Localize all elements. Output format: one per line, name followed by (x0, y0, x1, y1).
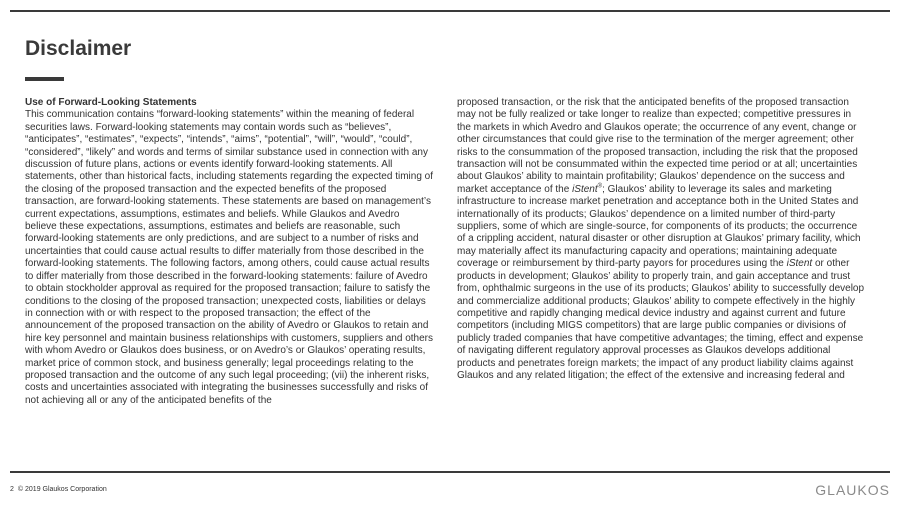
right-text-part-3: or other products in development; Glaukos’ ability to properly train, and gain acceptance and trust from, ophthalmic surgeons in the use of its products; Glaukos’ ability to successfully develop and commercialize additional products; Glaukos’ ability to compete effectively in the highly competitive and rapidly changing medical device industry and against current and future competitors (including MIGS competitors) that are large public companies or divisions of publicly traded companies that have competitive advantages; the timing, effect and expense of navigating different regulatory approval processes as Glaukos develops additional products and penetrates foreign markets; the impact of any product liability claims against Glaukos and any related litigation; the effect of the extensive and increasing federal and (457, 258, 865, 381)
top-divider (10, 10, 890, 12)
left-column (25, 97, 433, 407)
title-underline (25, 77, 64, 81)
istent-brand-2: iStent (786, 258, 813, 270)
section-heading: Use of Forward-Looking Statements (25, 97, 197, 108)
right-column-text (457, 97, 867, 382)
right-column (457, 97, 867, 382)
registered-mark: ® (597, 183, 603, 190)
right-text-part-2: ; Glaukos’ ability to leverage its sales and marketing infrastructure to increase market penetration and acceptance both in the United States and internationally of its products; Glaukos’ dependence on a limited number of third-party suppliers, some of which are single-source, for components of its products; the occurrence of a crippling accident, natural disaster or other disruption at Glaukos’ primary facility, which may materially affect its manufacturing capacity and operations; maintaining adequate coverage or reimbursement by third-party payors for procedures using the (457, 183, 861, 270)
copyright: © 2019 Glaukos Corporation (17, 486, 107, 493)
bottom-divider (10, 471, 890, 473)
glaukos-logo: GLAUKOS (815, 482, 890, 498)
right-text-part-1: proposed transaction, or the risk that the anticipated benefits of the proposed transaction may not be fully realized or take longer to realize than expected; competitive pressures in the markets in which Avedro and Glaukos operate; the occurrence of any event, change or other circumstances that could give rise to the termination of the merger agreement; other risks to the consummation of the proposed transaction, including the risk that the proposed transaction will not be consummated within the expected time period or at all; uncertainties about Glaukos’ ability to maintain profitability; Glaukos’ dependence on the success and market acceptance of the (457, 97, 858, 195)
istent-brand: iStent (572, 183, 598, 195)
footer (10, 486, 111, 493)
page-number: 2 (10, 486, 14, 493)
page-title: Disclaimer (25, 37, 132, 60)
left-column-text: This communication contains “forward-looking statements” within the meaning of federal securities laws. Forward-looking statements may contain words such as “believes”, “anticipates”, “estimates”, “expects”, “intends”, “aims”, “potential”, “will”, “would”, “could”, “considered”, “likely” and words and terms of similar substance used in connection with any discussion of future plans, actions or events identify forward-looking statements. All statements, other than historical facts, including statements regarding the expected timing of the closing of the proposed transaction and the expected benefits of the proposed transaction, are forward-looking statements. These statements are based on management’s current expectations, assumptions, estimates and beliefs. While Glaukos and Avedro believe these expectations, assumptions, estimates and beliefs are reasonable, such forward-looking statements are only predictions, and are subject to a number of risks and uncertainties that could cause actual results to differ materially from those described in the forward-looking statements. The following factors, among others, could cause actual results to differ materially from those described in the forward-looking statements: failure of Avedro to obtain stockholder approval as required for the proposed transaction; failure to satisfy the conditions to the closing of the proposed transaction; unexpected costs, liabilities or delays in connection with or with respect to the proposed transaction; the effect of the announcement of the proposed transaction on the ability of Avedro or Glaukos to retain and hire key personnel and maintain business relationships with customers, suppliers and others with whom Avedro or Glaukos does business, or on Avedro’s or Glaukos’ operating results, market price of common stock, and business generally; legal proceedings relating to the proposed transaction and the outcome of any such legal proceeding; (vii) the inherent risks, costs and uncertainties associated with integrating the businesses successfully and risks of not achieving all or any of the anticipated benefits of the (25, 109, 433, 406)
